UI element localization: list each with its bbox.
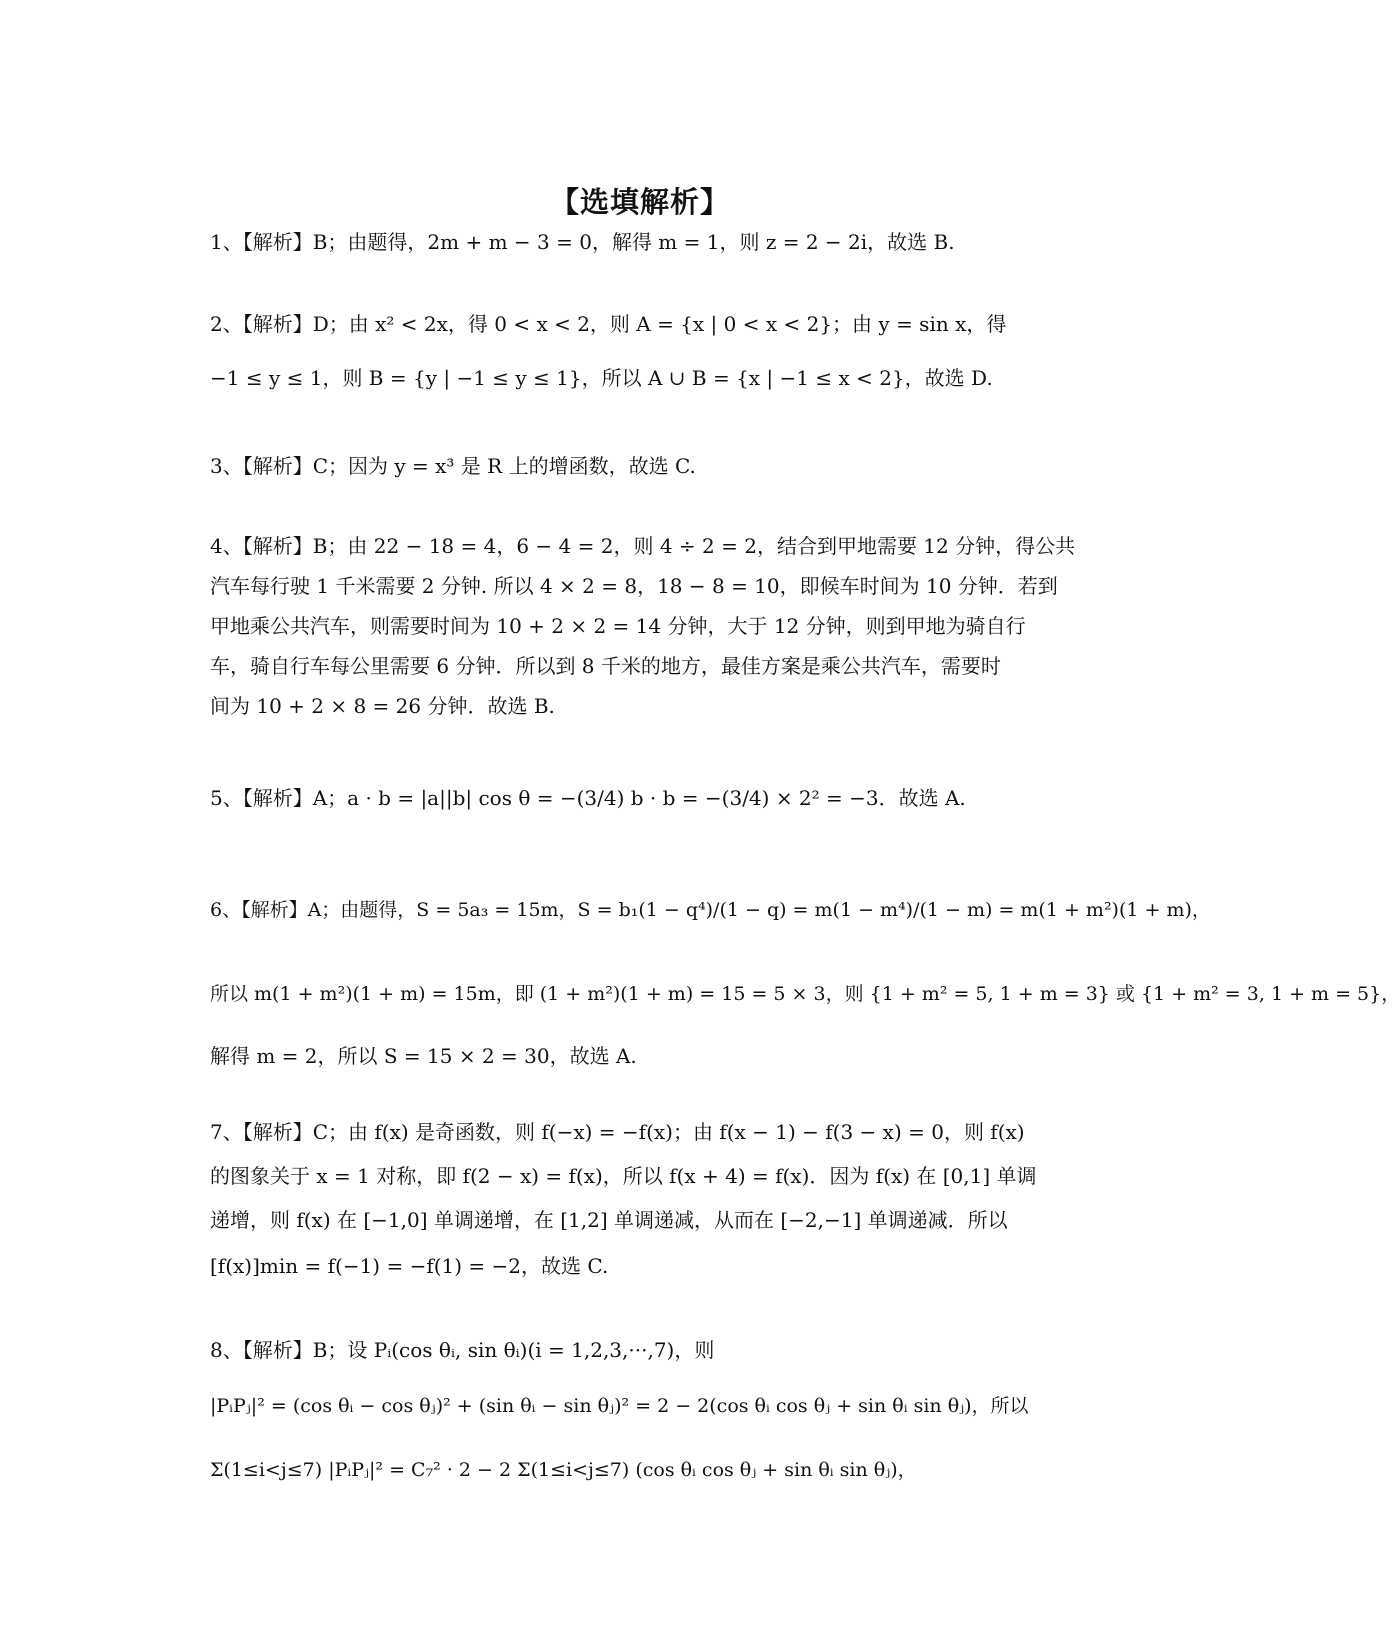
solution-4-line-4: 车，骑自行车每公里需要 6 分钟．所以到 8 千米的地方，最佳方案是乘公共汽车，需要时 (210, 654, 1001, 678)
solution-8-line-3: Σ(1≤i<j≤7) |PᵢPⱼ|² = C₇² · 2 − 2 Σ(1≤i<j≤7) (cos θᵢ cos θⱼ + sin θᵢ sin θⱼ)， (210, 1459, 917, 1481)
solution-8-line-2: |PᵢPⱼ|² = (cos θᵢ − cos θⱼ)² + (sin θᵢ − sin θⱼ)² = 2 − 2(cos θᵢ cos θⱼ + sin θᵢ sin θⱼ)，所以 (210, 1395, 1029, 1417)
solution-4-line-1: 4、【解析】B；由 22 − 18 = 4，6 − 4 = 2，则 4 ÷ 2 = 2，结合到甲地需要 12 分钟，得公共 (210, 534, 1076, 558)
solution-7-line-3: 递增，则 f(x) 在 [−1,0] 单调递增，在 [1,2] 单调递减，从而在 [−2,−1] 单调递减．所以 (210, 1208, 1008, 1232)
solution-5-line: 5、【解析】A；a · b = |a||b| cos θ = −(3/4) b · b = −(3/4) × 2² = −3．故选 A. (210, 786, 966, 810)
solution-3-line: 3、【解析】C；因为 y = x³ 是 R 上的增函数，故选 C. (210, 454, 696, 478)
solution-2-line-2: −1 ≤ y ≤ 1，则 B = {y | −1 ≤ y ≤ 1}，所以 A ∪ B = {x | −1 ≤ x < 2}，故选 D. (210, 366, 993, 390)
solution-6-line-3: 解得 m = 2，所以 S = 15 × 2 = 30，故选 A. (210, 1044, 637, 1068)
page-title: 【选填解析】 (549, 185, 730, 219)
solution-4-line-2: 汽车每行驶 1 千米需要 2 分钟. 所以 4 × 2 = 8，18 − 8 = 10，即候车时间为 10 分钟．若到 (210, 574, 1058, 598)
solution-1-line: 1、【解析】B；由题得，2m + m − 3 = 0，解得 m = 1，则 z = 2 − 2i，故选 B. (210, 230, 955, 254)
solution-4-line-3: 甲地乘公共汽车，则需要时间为 10 + 2 × 2 = 14 分钟，大于 12 分钟，则到甲地为骑自行 (210, 614, 1026, 638)
solution-7-line-2: 的图象关于 x = 1 对称，即 f(2 − x) = f(x)，所以 f(x + 4) = f(x)．因为 f(x) 在 [0,1] 单调 (210, 1164, 1037, 1188)
solution-4-line-5: 间为 10 + 2 × 8 = 26 分钟．故选 B. (210, 694, 555, 718)
solution-6-line-1: 6、【解析】A；由题得，S = 5a₃ = 15m，S = b₁(1 − q⁴)/(1 − q) = m(1 − m⁴)/(1 − m) = m(1 + m²)(1 + m)， (210, 899, 1211, 921)
solution-8-line-1: 8、【解析】B；设 Pᵢ(cos θᵢ, sin θᵢ)(i = 1,2,3,···,7)，则 (210, 1338, 715, 1362)
solution-7-line-1: 7、【解析】C；由 f(x) 是奇函数，则 f(−x) = −f(x)；由 f(x − 1) − f(3 − x) = 0，则 f(x) (210, 1120, 1025, 1144)
solution-7-line-4: [f(x)]min = f(−1) = −f(1) = −2，故选 C. (210, 1254, 609, 1278)
solution-6-line-2: 所以 m(1 + m²)(1 + m) = 15m，即 (1 + m²)(1 + m) = 15 = 5 × 3，则 {1 + m² = 5, 1 + m = 3} 或 {1 + m² = 3, 1 + m = 5}， (210, 983, 1400, 1005)
solution-2-line-1: 2、【解析】D；由 x² < 2x，得 0 < x < 2，则 A = {x | 0 < x < 2}；由 y = sin x，得 (210, 312, 1007, 336)
